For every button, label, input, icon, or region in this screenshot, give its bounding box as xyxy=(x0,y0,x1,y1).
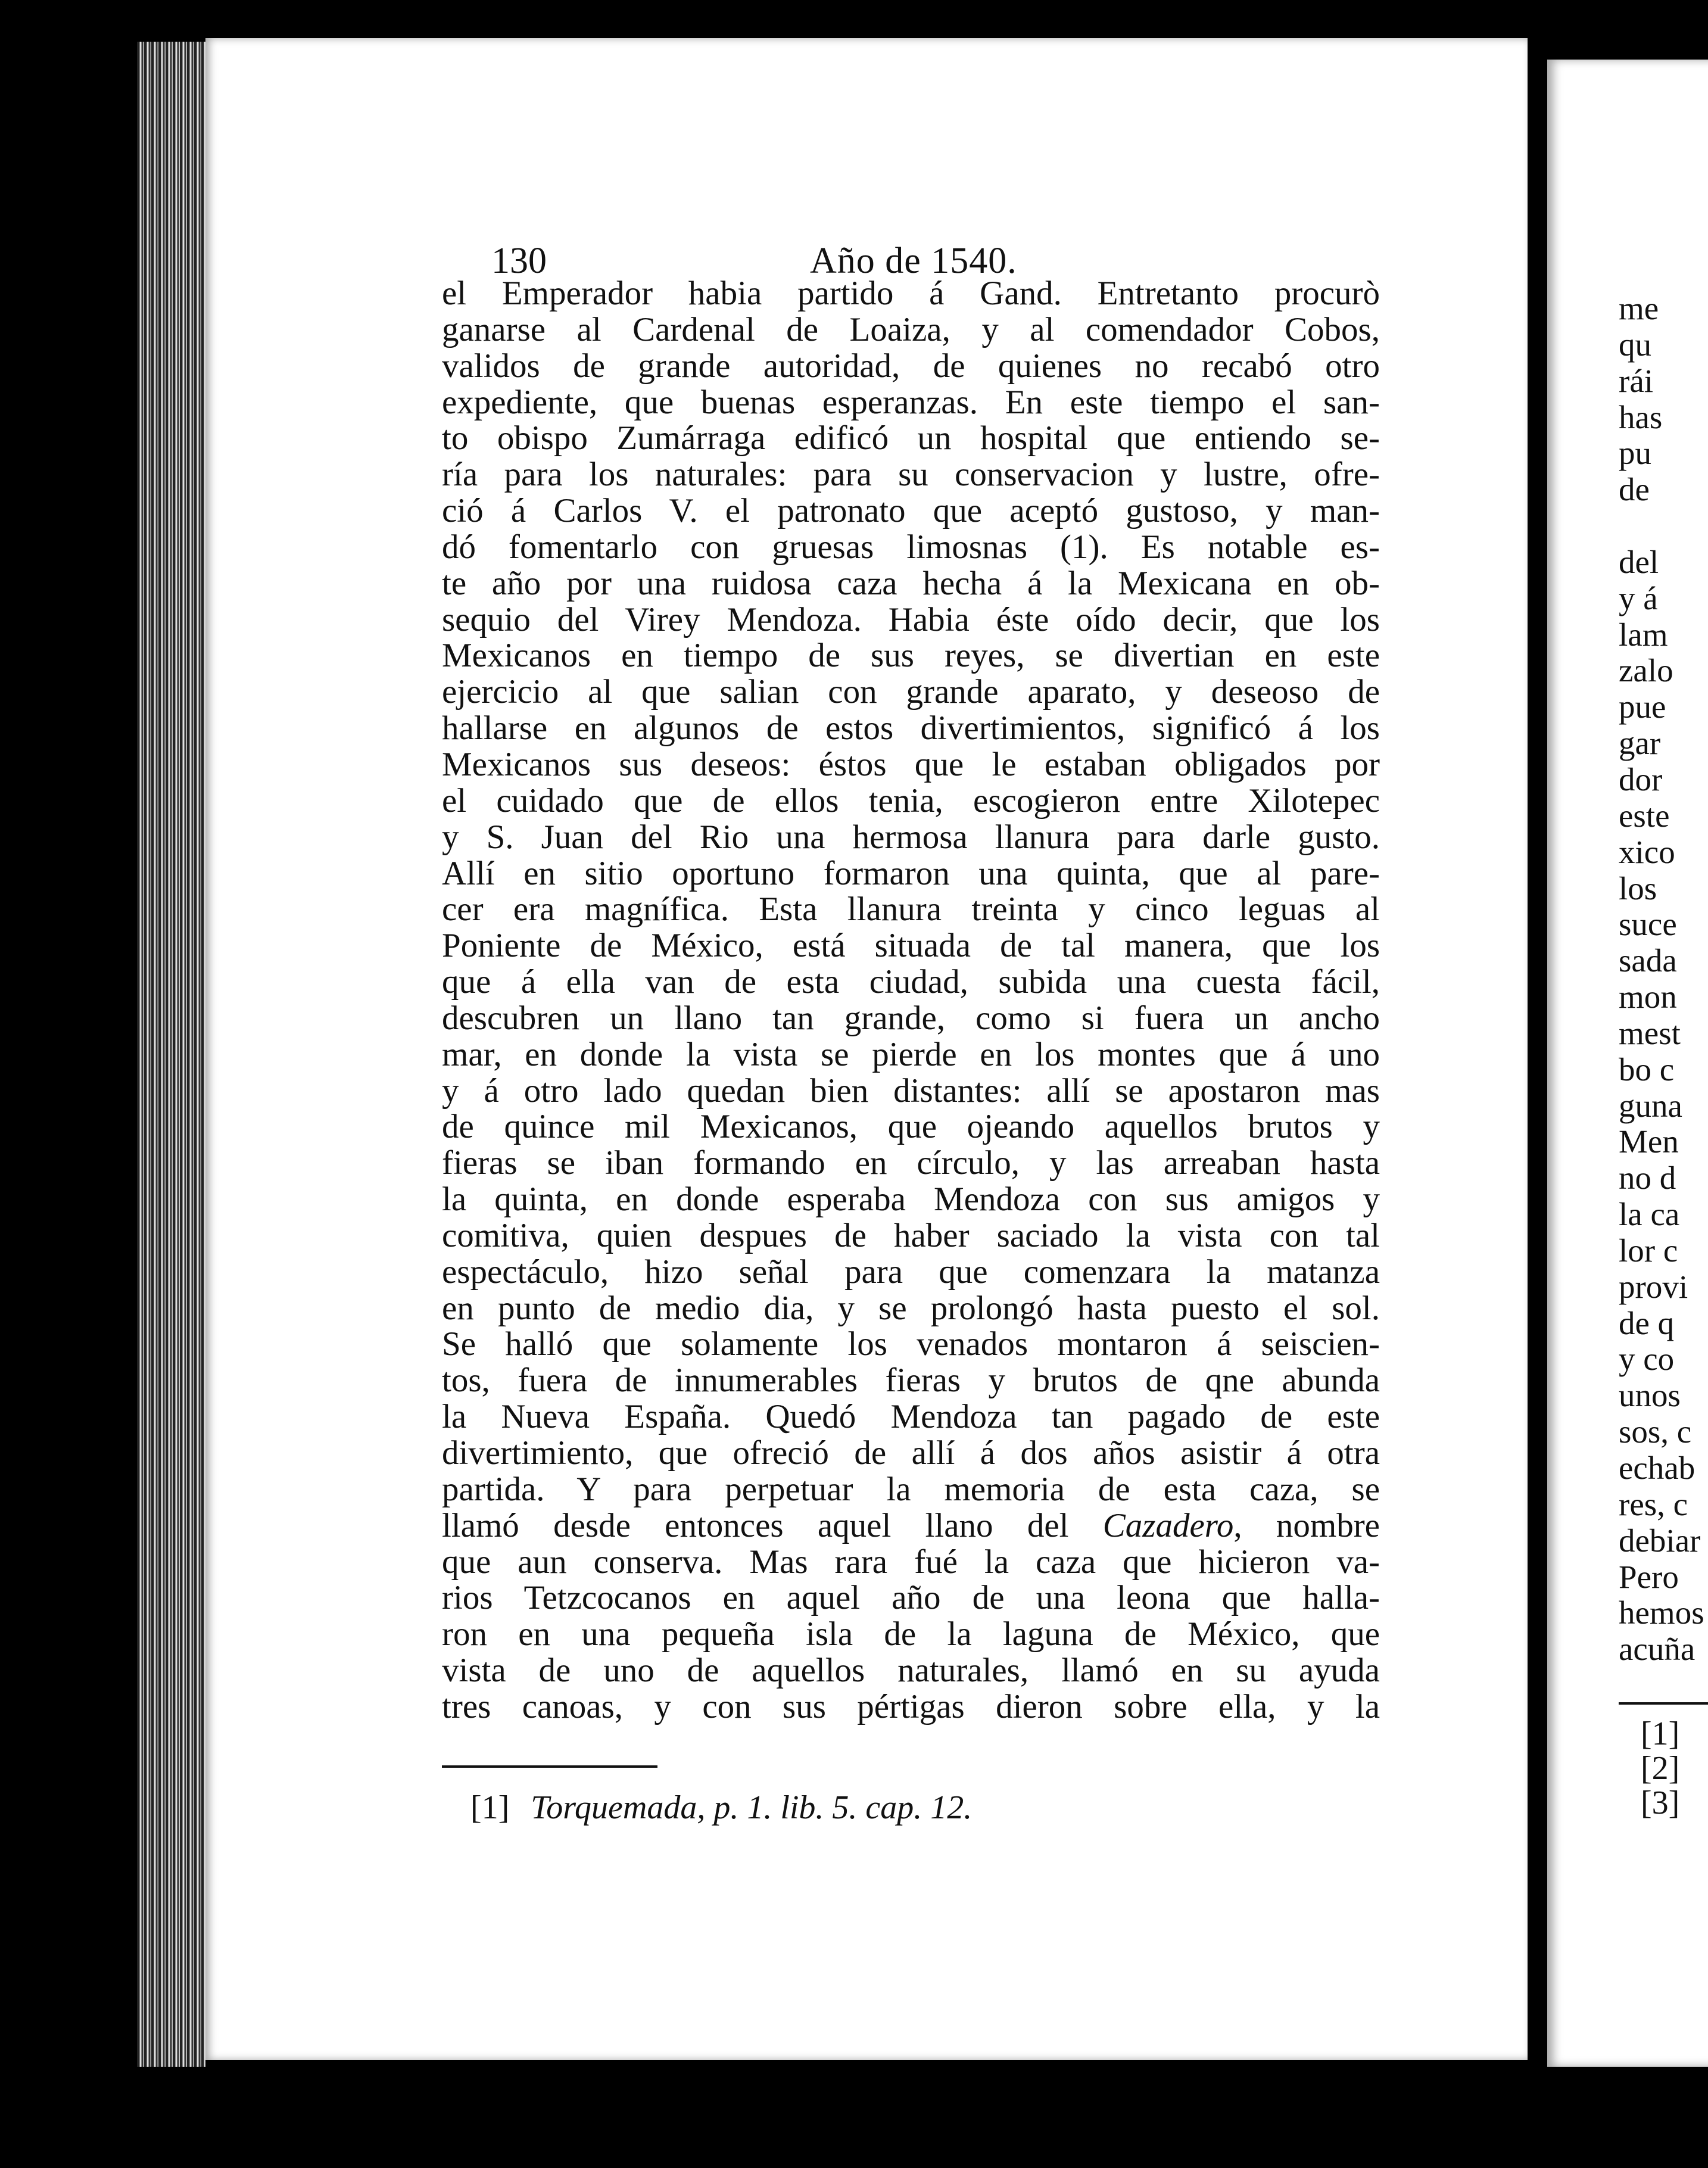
footnote-text: Torquemada, p. 1. lib. 5. cap. 12. xyxy=(531,1789,973,1826)
right-page-line-fragment: echab xyxy=(1619,1450,1695,1486)
right-page-line-fragment: pue xyxy=(1619,689,1666,725)
text-line: que á ella van de esta ciudad, subida una cuesta fácil, xyxy=(442,964,1380,1001)
right-page-line-fragment: debiar xyxy=(1619,1522,1701,1559)
right-footnote-mark: [3] xyxy=(1641,1784,1680,1821)
right-page-line-fragment: me xyxy=(1619,291,1659,326)
right-page-line-fragment: no d xyxy=(1619,1160,1676,1197)
right-page-line-fragment: res, c xyxy=(1619,1486,1688,1522)
italic-word: Cazadero xyxy=(1102,1507,1234,1544)
text-line: Mexicanos en tiempo de sus reyes, se divertian en este xyxy=(442,638,1380,675)
right-page-line-fragment: qu xyxy=(1619,326,1651,363)
text-line: dó fomentarlo con gruesas limosnas (1). Es notable es- xyxy=(442,529,1380,566)
text-line: Allí en sitio oportuno formaron una quinta, que al pare- xyxy=(442,855,1380,892)
text-line: descubren un llano tan grande, como si fuera un ancho xyxy=(442,1000,1380,1037)
right-page-line-fragment: gar xyxy=(1619,725,1661,762)
right-page-line-fragment: has xyxy=(1619,399,1663,435)
text-line: la Nueva España. Quedó Mendoza tan pagado de este xyxy=(442,1399,1380,1435)
right-page-line-fragment: la ca xyxy=(1619,1197,1680,1233)
right-page-line-fragment: zalo xyxy=(1619,653,1673,689)
text-line: mar, en donde la vista se pierde en los montes que á uno xyxy=(442,1036,1380,1073)
text-line: el Emperador habia partido á Gand. Entretanto procurò xyxy=(442,276,1380,312)
text-line: hallarse en algunos de estos divertimientos, significó á los xyxy=(442,711,1380,747)
text-line: la quinta, en donde esperaba Mendoza con sus amigos y xyxy=(442,1182,1380,1218)
text-line: cer era magnífica. Esta llanura treinta y cinco leguas al xyxy=(442,892,1380,929)
text-line: ría para los naturales: para su conservacion y lustre, ofre- xyxy=(442,457,1380,494)
text-line: Poniente de México, está situada de tal manera, que los xyxy=(442,928,1380,965)
text-line: to obispo Zumárraga edificó un hospital que entiendo se- xyxy=(442,420,1380,457)
right-page-line-fragment: de q xyxy=(1619,1305,1675,1341)
body-text xyxy=(442,276,1380,1725)
right-page-line-fragment: unos xyxy=(1619,1378,1681,1414)
text-line: ganarse al Cardenal de Loaiza, y al comendador Cobos, xyxy=(442,312,1380,348)
text-line: rios Tetzcocanos en aquel año de una leona que halla- xyxy=(442,1580,1380,1617)
right-page-line-fragment: lam xyxy=(1619,616,1668,653)
right-page-line-fragment: rái xyxy=(1619,363,1654,399)
text-line: de quince mil Mexicanos, que ojeando aquellos brutos y xyxy=(442,1109,1380,1146)
right-page-line-fragment: hemos xyxy=(1619,1595,1704,1631)
running-head: Año de 1540. xyxy=(810,241,1017,281)
right-footnote-mark: [2] xyxy=(1641,1750,1680,1787)
right-footnote-rule xyxy=(1619,1702,1708,1705)
right-page-line-fragment: los xyxy=(1619,870,1657,907)
right-page-line-fragment: guna xyxy=(1619,1088,1682,1124)
text-line: en punto de medio dia, y se prolongó hasta puesto el sol. xyxy=(442,1290,1380,1327)
right-page-line-fragment: sos, c xyxy=(1619,1414,1692,1450)
footnote xyxy=(470,1781,972,1834)
text-line: ron en una pequeña isla de la laguna de México, que xyxy=(442,1616,1380,1653)
text-line: fieras se iban formando en círculo, y las arreaban hasta xyxy=(442,1145,1380,1182)
text-line: tres canoas, y con sus pértigas dieron sobre ella, y la xyxy=(442,1689,1380,1725)
right-page-line-fragment: este xyxy=(1619,798,1670,834)
right-page-line-fragment: mon xyxy=(1619,979,1677,1016)
text-line: el cuidado que de ellos tenia, escogieron entre Xilotepec xyxy=(442,783,1380,820)
text-line: y á otro lado quedan bien distantes: allí se apostaron mas xyxy=(442,1073,1380,1110)
right-page-text xyxy=(1619,291,1708,1668)
text-line: vista de uno de aquellos naturales, llamó en su ayuda xyxy=(442,1653,1380,1689)
text-line: Mexicanos sus deseos: éstos que le estaban obligados por xyxy=(442,746,1380,783)
page-edges xyxy=(137,42,205,2067)
text-line: ció á Carlos V. el patronato que aceptó gustoso, y man- xyxy=(442,493,1380,529)
text-line: que aun conserva. Mas rara fué la caza que hicieron va- xyxy=(442,1544,1380,1581)
right-footnote-marks xyxy=(1641,1717,1708,1820)
text-line: validos de grande autoridad, de quienes no recabó otro xyxy=(442,348,1380,385)
text-line: llamó desde entonces aquel llano del Cazadero, nombre xyxy=(442,1507,1380,1544)
page-number: 130 xyxy=(491,241,547,281)
text-line: espectáculo, hizo señal para que comenzara la matanza xyxy=(442,1254,1380,1291)
right-page-line-fragment: suce xyxy=(1619,907,1677,943)
text-line: divertimiento, que ofreció de allí á dos años asistir á otra xyxy=(442,1435,1380,1472)
footnote-rule xyxy=(442,1765,657,1768)
right-page-line-fragment: y á xyxy=(1619,580,1658,616)
right-page-line-fragment xyxy=(1619,508,1708,544)
text-line: tos, fuera de innumerables fieras y brutos de qne abunda xyxy=(442,1363,1380,1400)
right-page-line-fragment: bo c xyxy=(1619,1051,1675,1088)
right-page-line-fragment: Men xyxy=(1619,1124,1679,1160)
right-page-line-fragment: lor c xyxy=(1619,1232,1678,1269)
text-line: partida. Y para perpetuar la memoria de esta caza, se xyxy=(442,1471,1380,1508)
right-page-line-fragment: mest xyxy=(1619,1015,1681,1051)
right-page-line-fragment: sada xyxy=(1619,943,1677,979)
right-page-line-fragment: de xyxy=(1619,472,1650,508)
right-page-line-fragment: dor xyxy=(1619,761,1663,798)
right-footnote-mark: [1] xyxy=(1641,1715,1680,1752)
right-page-line-fragment: xico xyxy=(1619,834,1675,870)
text-line: Se halló que solamente los venados montaron á seiscien- xyxy=(442,1326,1380,1363)
text-line: y S. Juan del Rio una hermosa llanura para darle gusto. xyxy=(442,819,1380,856)
text-line: sequio del Virey Mendoza. Habia éste oído decir, que los xyxy=(442,602,1380,638)
right-page-line-fragment: pu xyxy=(1619,435,1651,472)
footnote-mark: [1] xyxy=(470,1789,510,1826)
right-page-line-fragment: Pero xyxy=(1619,1559,1679,1595)
right-page-line-fragment: del xyxy=(1619,544,1659,580)
right-page-line-fragment: provi xyxy=(1619,1269,1688,1305)
text-line: te año por una ruidosa caza hecha á la Mexicana en ob- xyxy=(442,565,1380,602)
text-line: comitiva, quien despues de haber saciado la vista con tal xyxy=(442,1217,1380,1254)
right-page-line-fragment: y co xyxy=(1619,1341,1675,1378)
right-page-line-fragment: acuña xyxy=(1619,1631,1695,1668)
text-line: expediente, que buenas esperanzas. En este tiempo el san- xyxy=(442,384,1380,421)
text-line: ejercicio al que salian con grande aparato, y deseoso de xyxy=(442,674,1380,711)
